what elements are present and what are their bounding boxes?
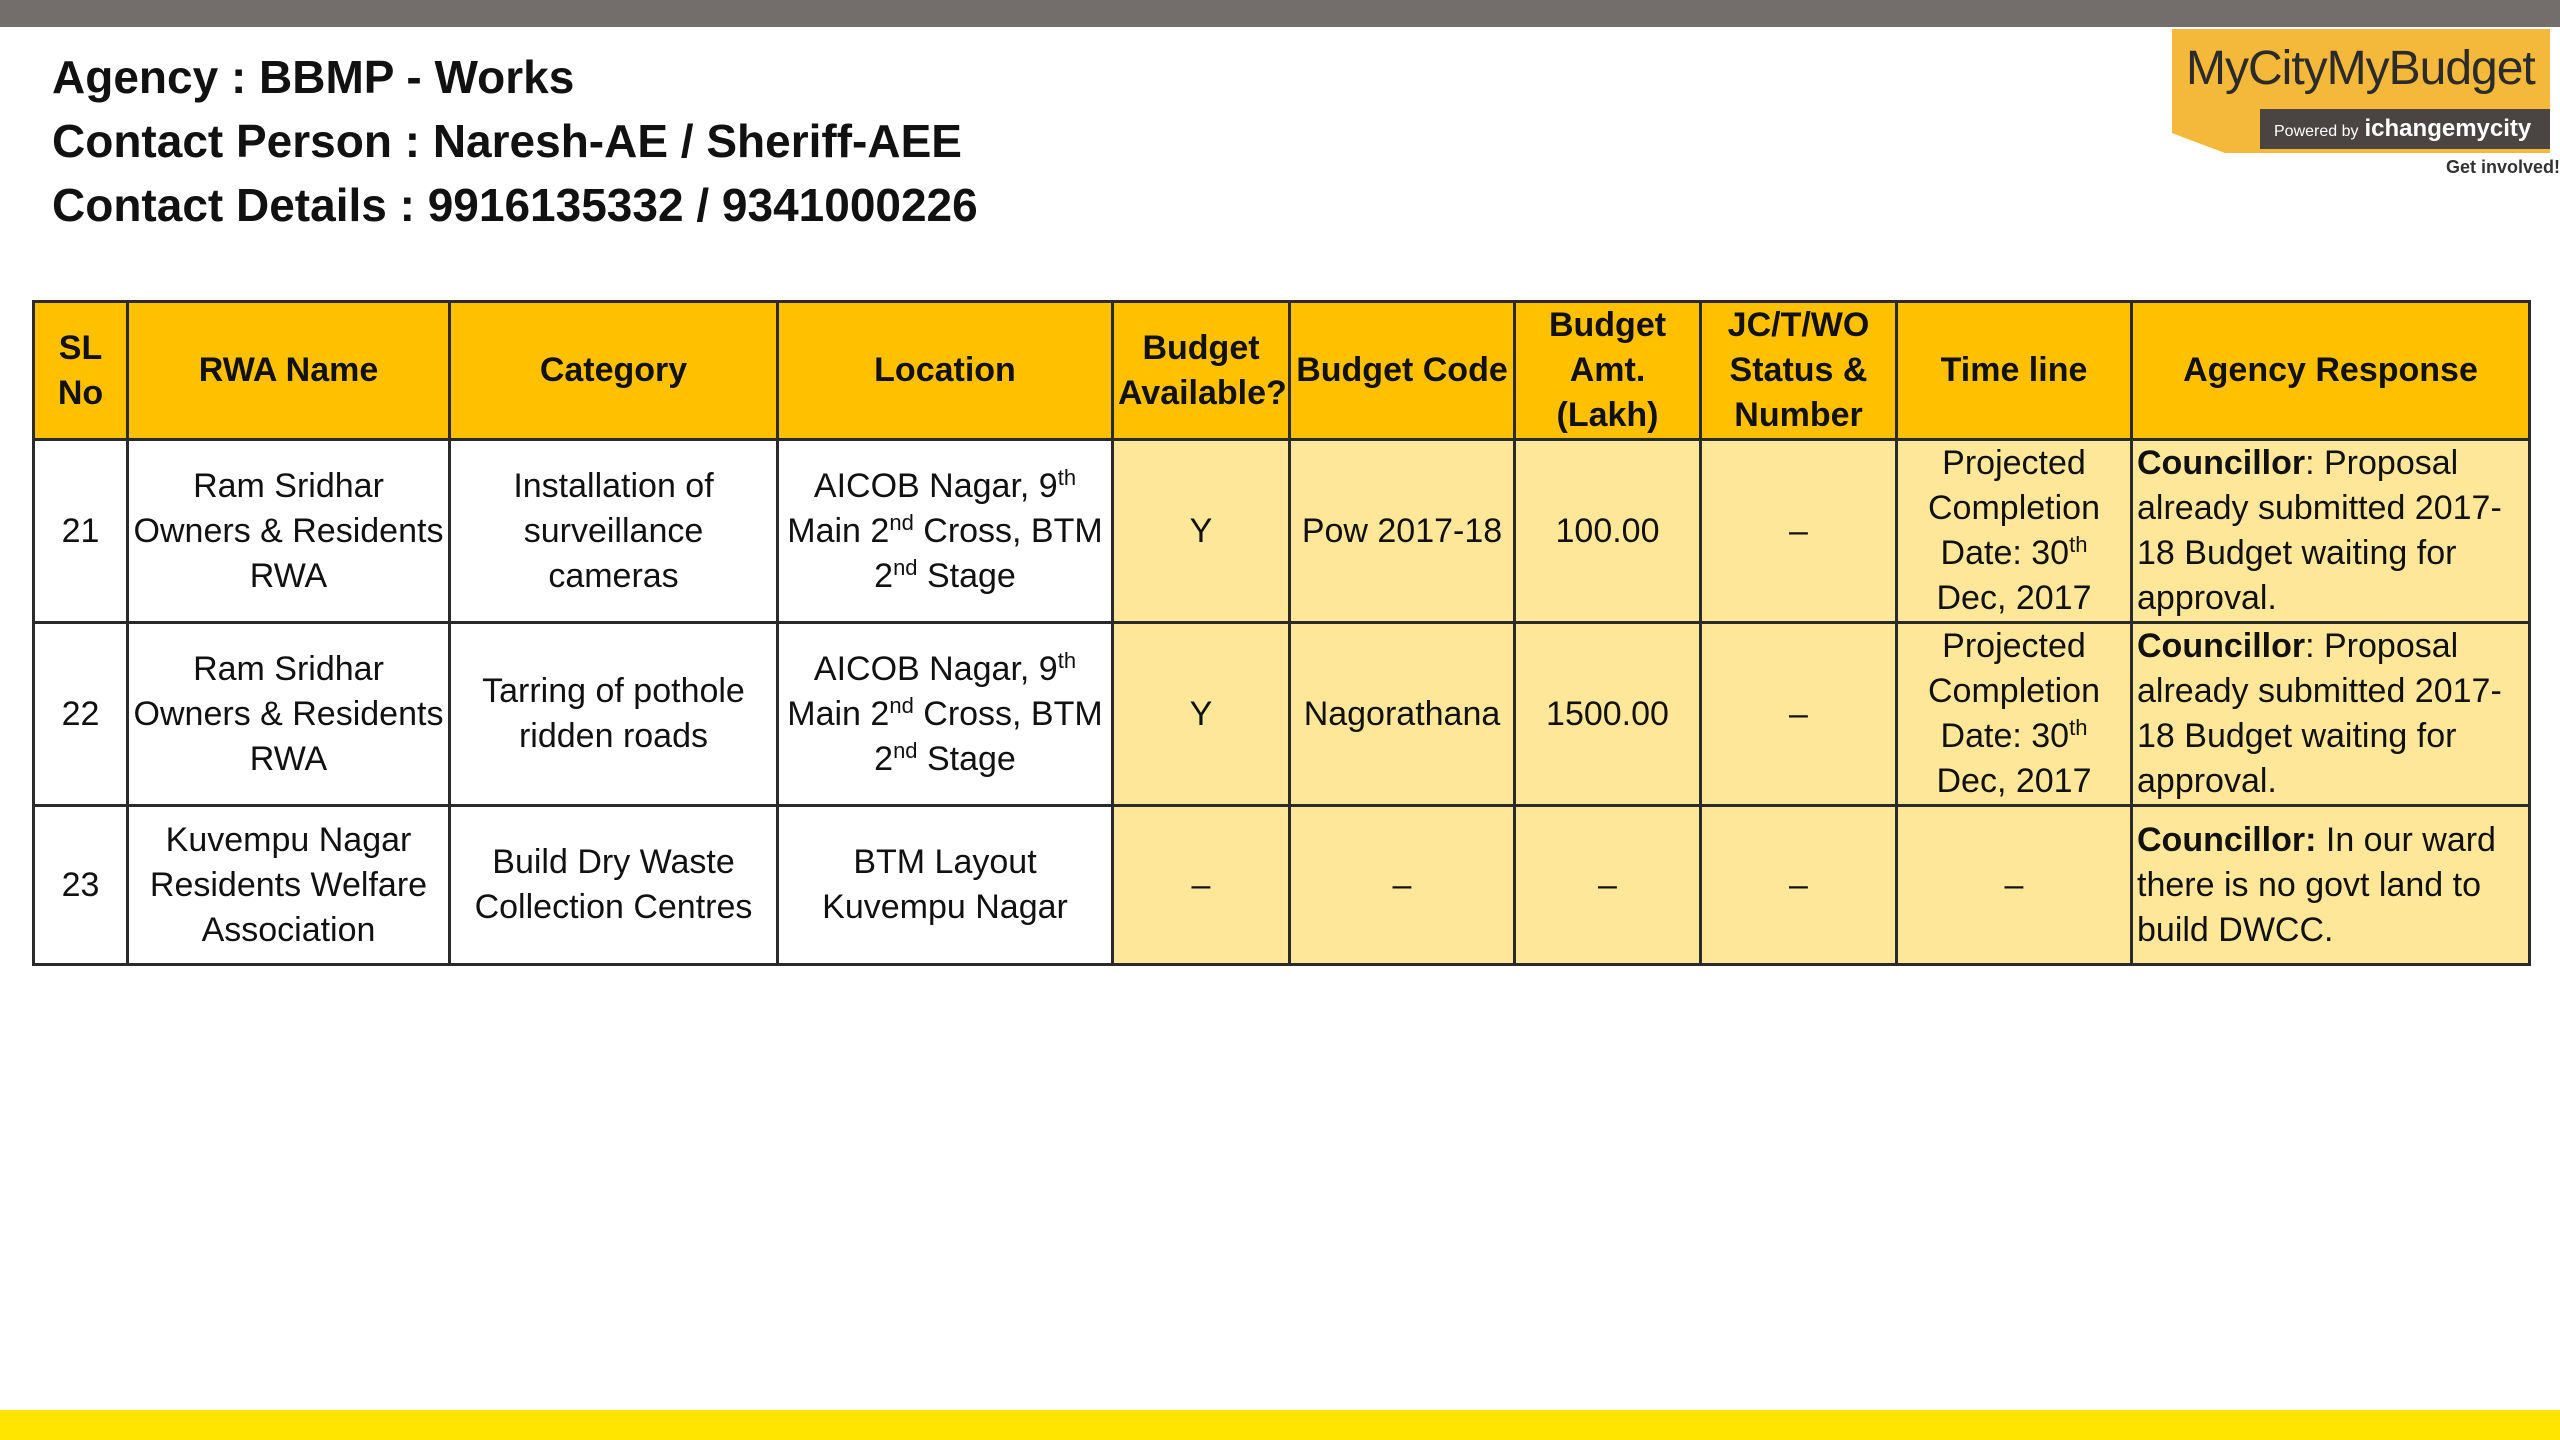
bottom-bar [0,1410,2560,1440]
cell-status: – [1701,623,1897,806]
cell-agency-response [2132,806,2530,965]
logo-tagline: Get involved! [2445,157,2560,177]
table-row [34,440,2530,623]
logo-title: MyCityMyBudget [2186,42,2535,95]
header-rwa-name: RWA Name [128,302,450,440]
cell-timeline: Projected Completion Date: 30th Dec, 2017 [1897,440,2132,623]
response-text: In our ward there is no govt land to build DWCC. [2137,820,2496,949]
cell-category: Installation of surveillance cameras [450,440,778,623]
cell-status: – [1701,440,1897,623]
logo-powered-by-strip [2260,109,2550,149]
header-status: JC/T/WO Status & Number [1701,302,1897,440]
header-agency-response: Agency Response [2132,302,2530,440]
mycitymybudget-logo [2172,29,2560,189]
response-text: : Proposal already submitted 2017-18 Budget waiting for approval. [2137,444,2502,617]
header-location: Location [778,302,1113,440]
logo-brand: changemycity [2371,115,2532,142]
cell-rwa-name: Kuvempu Nagar Residents Welfare Association [128,806,450,965]
cell-category: Build Dry Waste Collection Centres [450,806,778,965]
response-label: Councillor: [2137,820,2317,859]
cell-timeline: Projected Completion Date: 30th Dec, 2017 [1897,623,2132,806]
header-info [52,45,978,237]
header-timeline: Time line [1897,302,2132,440]
cell-status: – [1701,806,1897,965]
logo-brand-prefix: i [2364,115,2372,142]
cell-budget-amt: – [1515,806,1701,965]
cell-agency-response [2132,440,2530,623]
cell-sl-no: 23 [34,806,128,965]
cell-budget-available: – [1113,806,1290,965]
cell-category: Tarring of pothole ridden roads [450,623,778,806]
cell-rwa-name: Ram Sridhar Owners & Residents RWA [128,440,450,623]
cell-rwa-name: Ram Sridhar Owners & Residents RWA [128,623,450,806]
cell-budget-code: Pow 2017-18 [1290,440,1515,623]
cell-timeline: – [1897,806,2132,965]
header-sl-no: SL No [34,302,128,440]
cell-budget-amt: 100.00 [1515,440,1701,623]
cell-budget-code: Nagorathana [1290,623,1515,806]
header-budget-amt: Budget Amt. (Lakh) [1515,302,1701,440]
table-row [34,623,2530,806]
response-label: Councillor [2137,627,2306,665]
header-category: Category [450,302,778,440]
cell-location: BTM Layout Kuvempu Nagar [778,806,1113,965]
header-budget-code: Budget Code [1290,302,1515,440]
header-budget-available: Budget Available? [1113,302,1290,440]
response-text: : Proposal already submitted 2017-18 Budget waiting for approval. [2137,627,2502,800]
contact-details: Contact Details : 9916135332 / 9341000226 [52,179,978,231]
cell-location: AICOB Nagar, 9th Main 2nd Cross, BTM 2nd Stage [778,440,1113,623]
cell-agency-response [2132,623,2530,806]
agency-title: Agency : BBMP - Works [52,51,575,103]
cell-budget-available: Y [1113,440,1290,623]
top-bar [0,0,2560,27]
cell-location: AICOB Nagar, 9th Main 2nd Cross, BTM 2nd Stage [778,623,1113,806]
cell-budget-code: – [1290,806,1515,965]
response-label: Councillor [2137,444,2306,482]
contact-person: Contact Person : Naresh-AE / Sheriff-AEE [52,115,962,167]
cell-sl-no: 22 [34,623,128,806]
works-table [32,300,2531,966]
cell-budget-amt: 1500.00 [1515,623,1701,806]
table-row [34,806,2530,965]
logo-powered-by: Powered by [2274,123,2359,140]
cell-sl-no: 21 [34,440,128,623]
cell-budget-available: Y [1113,623,1290,806]
table-header-row [34,302,2530,440]
